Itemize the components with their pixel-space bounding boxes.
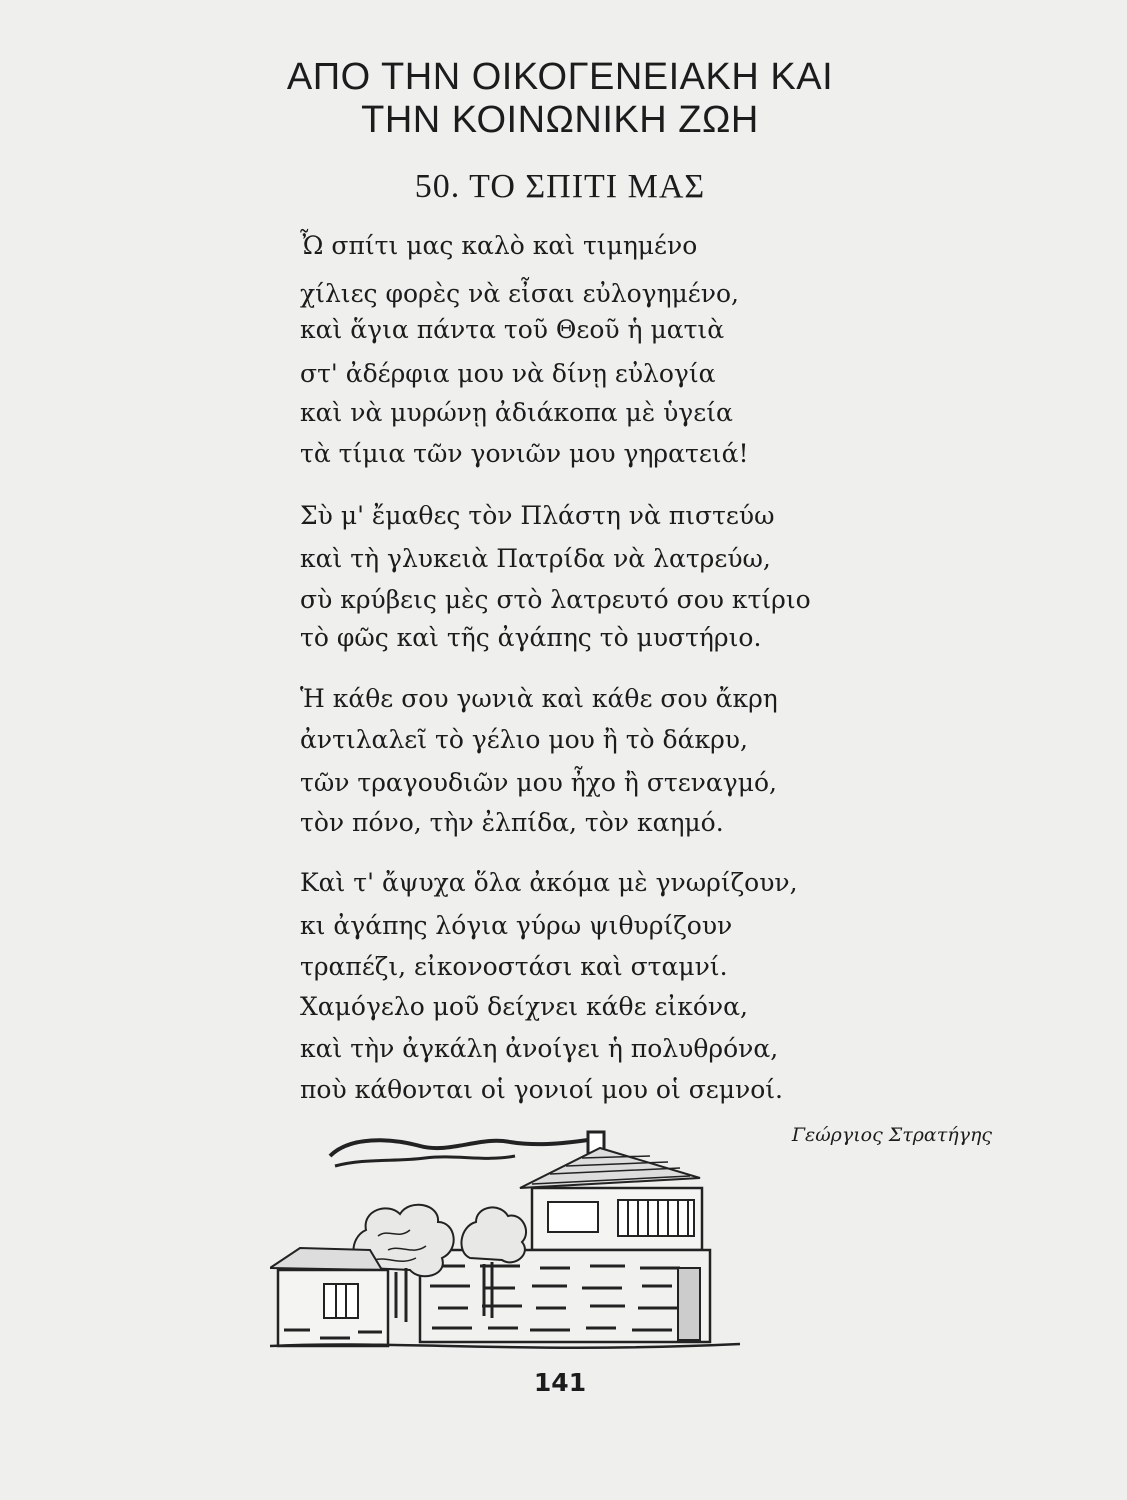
section-title-line-2: ΤΗΝ ΚΟΙΝΩΝΙΚΗ ΖΩΗ [361,99,759,141]
section-title-line-1: ΑΠΟ ΤΗΝ ΟΙΚΟΓΕΝΕΙΑΚΗ ΚΑΙ [286,56,834,98]
verse-line: καὶ τὴ γλυκειὰ Πατρίδα νὰ λατρεύω, [300,544,771,573]
verse-line: Χαμόγελο μοῦ δείχνει κάθε εἰκόνα, [300,992,748,1021]
poem-author: Γεώργιος Στρατήγης [791,1124,992,1146]
verse-line: τὸ φῶς καὶ τῆς ἀγάπης τὸ μυστήριο. [300,623,762,652]
verse-line: καὶ τὴν ἀγκάλη ἀνοίγει ἡ πολυθρόνα, [300,1034,779,1063]
verse-line: κι ἀγάπης λόγια γύρω ψιθυρίζουν [300,911,733,940]
verse-line: Σὺ μ' ἔμαθες τὸν Πλάστη νὰ πιστεύω [300,501,775,530]
verse-line: Καὶ τ' ἄψυχα ὅλα ἀκόμα μὲ γνωρίζουν, [300,868,798,897]
verse-line: Ὦ σπίτι μας καλὸ καὶ τιμημένο [300,231,698,260]
verse-line: ἀντιλαλεῖ τὸ γέλιο μου ἢ τὸ δάκρυ, [300,725,748,754]
verse-line: τῶν τραγουδιῶν μου ἦχο ἢ στεναγμό, [300,768,777,797]
verse-line: τὰ τίμια τῶν γονιῶν μου γηρατειά! [300,439,749,468]
house-illustration [270,1118,790,1358]
verse-line: καὶ νὰ μυρώνῃ ἀδιάκοπα μὲ ὑγεία [300,398,733,427]
verse-line: τραπέζι, εἰκονοστάσι καὶ σταμνί. [300,952,728,981]
page-number: 141 [533,1368,587,1397]
verse-line: τὸν πόνο, τὴν ἐλπίδα, τὸν καημό. [300,808,724,837]
verse-line: καὶ ἅγια πάντα τοῦ Θεοῦ ἡ ματιὰ [300,315,725,344]
verse-line: χίλιες φορὲς νὰ εἶσαι εὐλογημένο, [300,279,739,308]
poem-title: 50. ΤΟ ΣΠΙΤΙ ΜΑΣ [414,168,706,205]
verse-line: Ἡ κάθε σου γωνιὰ καὶ κάθε σου ἄκρη [300,684,778,713]
verse-line: σὺ κρύβεις μὲς στὸ λατρευτό σου κτίριο [300,585,811,614]
verse-line: ποὺ κάθονται οἱ γονιοί μου οἱ σεμνοί. [300,1075,783,1104]
verse-line: στ' ἀδέρφια μου νὰ δίνῃ εὐλογία [300,359,716,388]
